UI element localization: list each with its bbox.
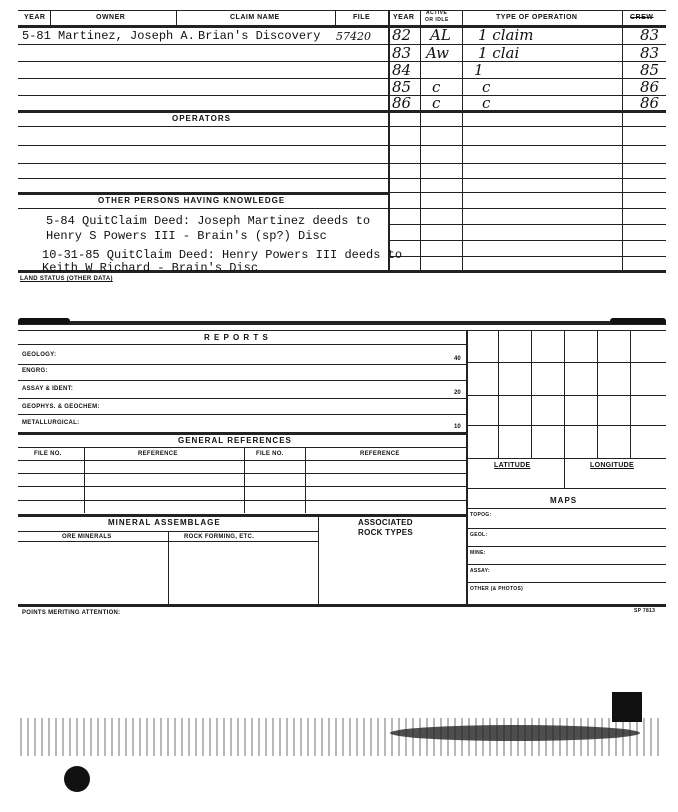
report-row-label: METALLURGICAL: <box>22 420 80 426</box>
map-row-label: OTHER (& PHOTOS) <box>470 586 524 592</box>
other-persons-title: OTHER PERSONS HAVING KNOWLEDGE <box>98 196 286 205</box>
report-row-label: ASSAY & IDENT: <box>22 386 74 392</box>
rock-types-label: ROCK TYPES <box>358 528 414 537</box>
activity-operation: 1 claim <box>478 26 534 44</box>
rock-forming-label: ROCK FORMING, ETC. <box>184 534 255 540</box>
punch-mark-left <box>18 318 70 324</box>
map-row-label: ASSAY: <box>470 568 490 574</box>
activity-operation: c <box>482 78 491 96</box>
claim-name-entry: Brian's Discovery <box>198 29 321 43</box>
col-claim-name: CLAIM NAME <box>230 14 280 21</box>
report-row-num: 40 <box>454 356 461 362</box>
report-row-label: GEOPHYS. & GEOCHEM: <box>22 404 100 410</box>
col-year: YEAR <box>24 14 46 21</box>
longitude-label: LONGITUDE <box>590 462 634 469</box>
report-row-label: ENGRG: <box>22 368 48 374</box>
activity-operation: 1 clai <box>478 44 520 62</box>
activity-status: c <box>432 94 441 112</box>
registration-square <box>612 692 642 722</box>
report-row-num: 20 <box>454 390 461 396</box>
maps-title: MAPS <box>550 496 578 505</box>
punch-mark-right <box>610 318 666 324</box>
map-row-label: MINE: <box>470 550 486 556</box>
activity-status: AL <box>430 26 451 44</box>
activity-crew: 85 <box>640 61 660 79</box>
activity-operation: c <box>482 94 491 112</box>
report-row-label: GEOLOGY: <box>22 352 57 358</box>
activity-crew: 86 <box>640 94 660 112</box>
file-number: 57420 <box>336 30 371 43</box>
col-active-idle-2: OR IDLE <box>425 17 449 23</box>
activity-year: 86 <box>392 94 412 112</box>
general-references-title: GENERAL REFERENCES <box>178 436 292 445</box>
knowledge-note: Henry S Powers III - Brain's (sp?) Disc <box>46 229 327 243</box>
ore-minerals-label: ORE MINERALS <box>62 534 112 540</box>
activity-crew: 86 <box>640 78 660 96</box>
reports-title: R E P O R T S <box>204 333 269 342</box>
knowledge-note: 10-31-85 QuitClaim Deed: Henry Powers III deeds to <box>42 248 403 262</box>
knowledge-note: 5-84 QuitClaim Deed: Joseph Martinez deeds to <box>46 214 371 228</box>
map-row-label: GEOL: <box>470 532 488 538</box>
col-active-idle: ACTIVE <box>426 10 448 16</box>
registration-dot <box>64 766 90 792</box>
map-row-label: TOPOG: <box>470 512 492 518</box>
report-row-num: 10 <box>454 424 461 430</box>
land-status-label: LAND STATUS (OTHER DATA) <box>20 276 113 282</box>
form-number: SP 7813 <box>634 608 656 614</box>
activity-year: 84 <box>392 61 412 79</box>
col-crew: CREW <box>630 14 654 21</box>
scan-dark-smear <box>390 725 640 741</box>
operators-title: OPERATORS <box>172 114 231 123</box>
knowledge-note: Keith W Richard - Brain's Disc <box>42 261 259 275</box>
col-year-2: YEAR <box>393 14 415 21</box>
col-owner: OWNER <box>96 14 126 21</box>
ref-col-reference: REFERENCE <box>138 451 178 457</box>
activity-year: 85 <box>392 78 412 96</box>
ref-col-file-no-2: FILE NO. <box>256 451 284 457</box>
activity-crew: 83 <box>640 44 660 62</box>
activity-status: Aw <box>426 44 449 62</box>
col-file: FILE <box>353 14 371 21</box>
activity-status: c <box>432 78 441 96</box>
ref-col-file-no: FILE NO. <box>34 451 62 457</box>
associated-label: ASSOCIATED <box>358 518 413 527</box>
activity-crew: 83 <box>640 26 660 44</box>
points-meriting-label: POINTS MERITING ATTENTION: <box>22 610 121 616</box>
activity-year: 83 <box>392 44 412 62</box>
owner-entry: 5-81 Martinez, Joseph A. <box>22 29 195 43</box>
activity-year: 82 <box>392 26 412 44</box>
latitude-label: LATITUDE <box>494 462 531 469</box>
ref-col-reference-2: REFERENCE <box>360 451 400 457</box>
col-type-of-operation: TYPE OF OPERATION <box>496 14 578 21</box>
activity-operation: 1 <box>474 61 484 79</box>
mineral-assemblage-title: MINERAL ASSEMBLAGE <box>108 518 221 527</box>
